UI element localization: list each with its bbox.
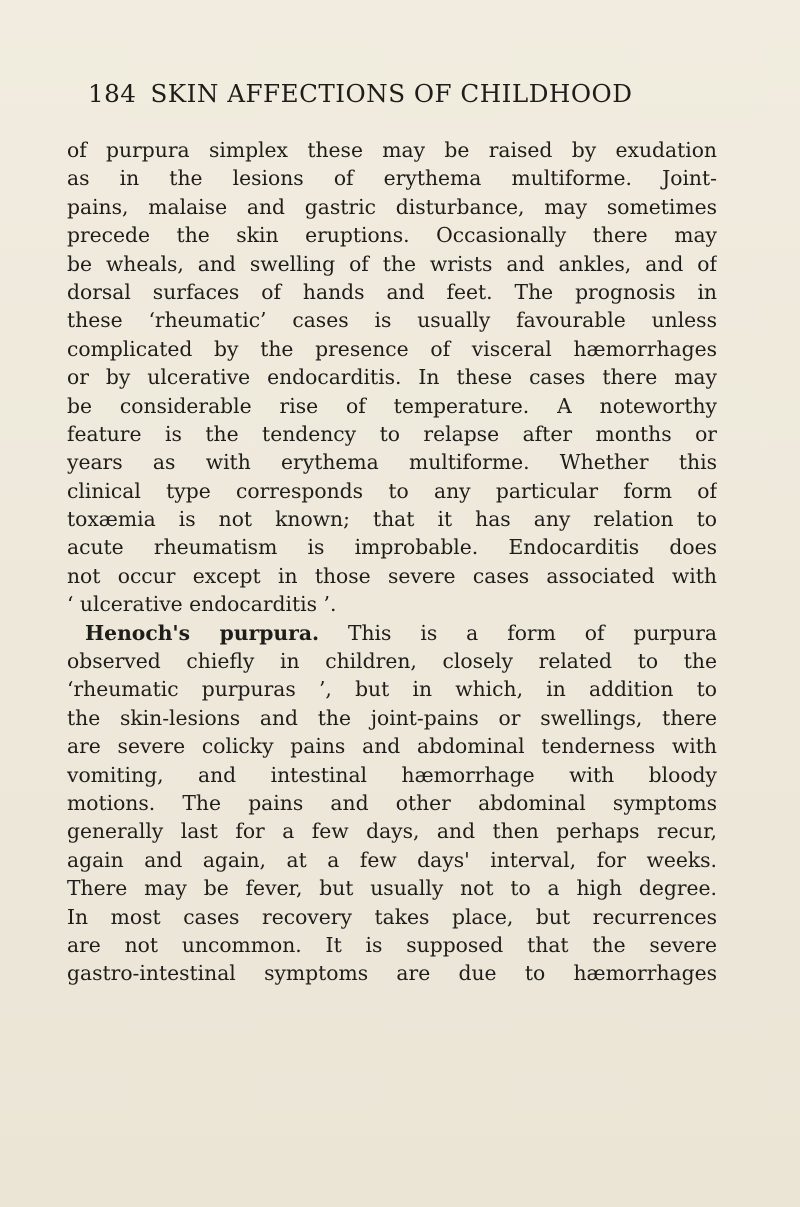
text-line: the skin-lesions and the joint-pains or swellings, there <box>67 705 717 730</box>
running-head: SKIN AFFECTIONS OF CHILDHOOD <box>150 78 633 108</box>
page-number: 184 <box>88 78 137 108</box>
text-line: observed chiefly in children, closely related to the <box>67 649 717 674</box>
text-line: ‘rheumatic purpuras ’, but in which, in addition to <box>67 677 717 702</box>
text-line: generally last for a few days, and then perhaps recur, <box>67 819 717 844</box>
section-first-line <box>67 619 717 647</box>
text-line: years as with erythema multiforme. Whether this <box>67 450 717 475</box>
text-line: precede the skin eruptions. Occasionally there may <box>67 223 717 248</box>
text-line: In most cases recovery takes place, but recurrences <box>67 904 717 929</box>
text-line: feature is the tendency to relapse after months or <box>67 421 717 446</box>
text-line: or by ulcerative endocarditis. In these cases there may <box>67 365 717 390</box>
text-line: of purpura simplex these may be raised by exudation <box>67 138 717 162</box>
section-heading: Henoch's purpura. <box>85 620 320 645</box>
text-line: toxæmia is not known; that it has any relation to <box>67 507 717 532</box>
text-line: motions. The pains and other abdominal symptoms <box>67 790 717 815</box>
text-line: complicated by the presence of visceral hæmorrhages <box>67 336 717 361</box>
text-line: are not uncommon. It is supposed that the severe <box>67 932 717 957</box>
text-line: as in the lesions of erythema multiforme. Joint- <box>67 166 717 191</box>
text-line: are severe colicky pains and abdominal tenderness with <box>67 734 717 759</box>
text-line: be considerable rise of temperature. A noteworthy <box>67 393 717 418</box>
text-line: ‘ ulcerative endocarditis ’. <box>67 592 337 617</box>
text-line: There may be fever, but usually not to a high degree. <box>67 876 717 901</box>
text-line: pains, malaise and gastric disturbance, may sometimes <box>67 194 717 219</box>
text-line: vomiting, and intestinal hæmorrhage with bloody <box>67 762 717 787</box>
page-header <box>88 76 708 110</box>
text-line: dorsal surfaces of hands and feet. The prognosis in <box>67 279 717 304</box>
text-line: be wheals, and swelling of the wrists and ankles, and of <box>67 251 717 276</box>
body-text <box>67 136 717 988</box>
text-line: clinical type corresponds to any particular form of <box>67 478 717 503</box>
section-first-line-text: This is a form of purpura <box>319 620 717 645</box>
text-line: not occur except in those severe cases associated with <box>67 563 717 588</box>
text-line: again and again, at a few days' interval, for weeks. <box>67 847 717 872</box>
text-line: these ‘rheumatic’ cases is usually favourable unless <box>67 308 717 333</box>
text-line: gastro-intestinal symptoms are due to hæmorrhages <box>67 961 717 986</box>
text-line: acute rheumatism is improbable. Endocarditis does <box>67 535 717 560</box>
